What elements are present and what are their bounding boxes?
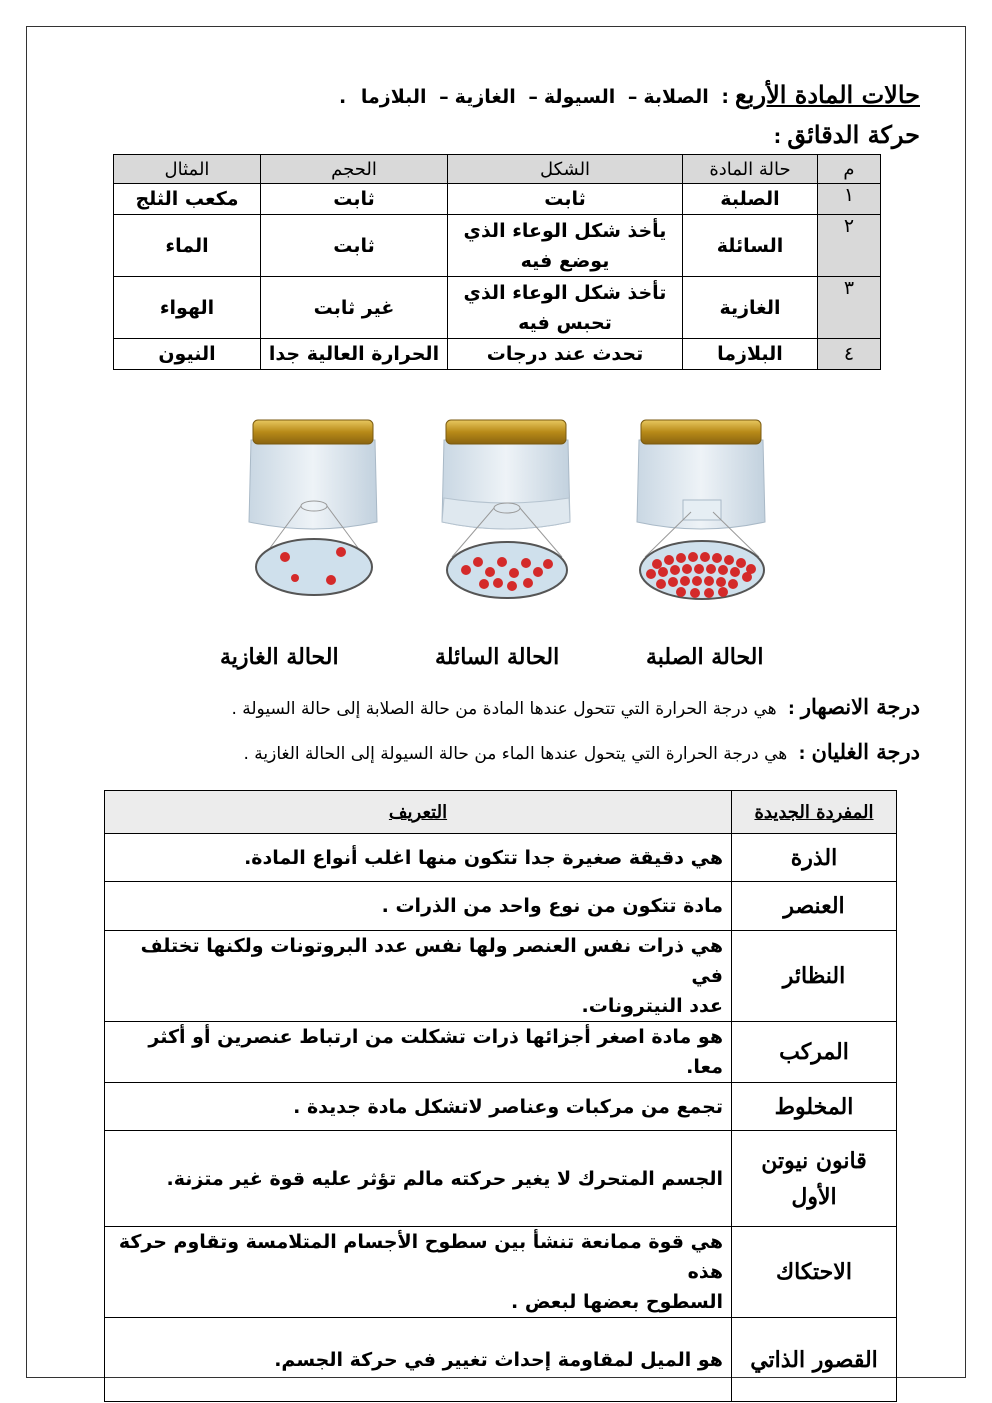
gas-state-label: الحالة الغازية: [220, 644, 339, 670]
row-number: ٣: [818, 277, 881, 339]
term-line: قانون نيوتن: [761, 1147, 867, 1174]
definition-line: عدد النيترونات.: [581, 995, 723, 1017]
table-row: [105, 1131, 897, 1227]
table-row: [114, 215, 881, 277]
state-item: البلازما: [360, 86, 427, 108]
liquid-jar-image: [436, 412, 576, 602]
table-row: [114, 184, 881, 215]
volume-cell: ثابت: [261, 215, 448, 277]
state-item: السيولة: [543, 86, 616, 108]
subtitle-line: حركة الدقائق:: [773, 120, 920, 149]
example-cell: النيون: [114, 339, 261, 370]
state-cell: السائلة: [683, 215, 818, 277]
vocab-term: العنصر: [732, 882, 897, 931]
example-cell: مكعب الثلج: [114, 184, 261, 215]
col-header: المفردة الجديدة: [732, 791, 897, 834]
end-mark: .: [339, 86, 347, 108]
vocab-term: المركب: [732, 1022, 897, 1083]
col-header: م: [818, 155, 881, 184]
volume-cell: غير ثابت: [261, 277, 448, 339]
row-number: ٢: [818, 215, 881, 277]
section-title: حالات المادة الأربع: [735, 80, 920, 109]
vocab-definition: الجسم المتحرك لا يغير حركته مالم تؤثر عليه قوة غير متزنة.: [105, 1131, 732, 1227]
solid-state-label: الحالة الصلبة: [646, 644, 764, 670]
example-cell: الماء: [114, 215, 261, 277]
vocab-definition: مادة تتكون من نوع واحد من الذرات .: [105, 882, 732, 931]
shape-cell: [448, 277, 683, 339]
definition-line: هي قوة ممانعة تنشأ بين سطوح الأجسام المتلامسة وتقاوم حركة هذه: [118, 1231, 723, 1283]
state-item: الصلابة: [643, 86, 709, 108]
table-row: [105, 1227, 897, 1318]
state-cell: الغازية: [683, 277, 818, 339]
vocab-term: الذرة: [732, 834, 897, 882]
col-header: التعريف: [105, 791, 732, 834]
shape-line: يوضع فيه: [520, 249, 610, 272]
states-table: [113, 154, 881, 370]
table-row: [105, 882, 897, 931]
col-header: الحجم: [261, 155, 448, 184]
vocab-definition: [105, 1227, 732, 1318]
definition-line: السطوح بعضها لبعض .: [511, 1291, 723, 1313]
vocab-definition: تجمع من مركبات وعناصر لاتشكل مادة جديدة .: [105, 1083, 732, 1131]
state-cell: الصلبة: [683, 184, 818, 215]
vocab-term: الاحتكاك: [732, 1227, 897, 1318]
definition-line: هي ذرات نفس العنصر ولها نفس عدد البروتونات ولكنها تختلف في: [140, 935, 723, 987]
vocab-definition: هي دقيقة صغيرة جدا تتكون منها اغلب أنواع المادة.: [105, 834, 732, 882]
shape-cell: ثابت: [448, 184, 683, 215]
subtitle: حركة الدقائق: [787, 120, 920, 149]
volume-cell: ثابت: [261, 184, 448, 215]
shape-cell: تحدث عند درجات: [448, 339, 683, 370]
state-cell: البلازما: [683, 339, 818, 370]
row-number: ١: [818, 184, 881, 215]
gas-jar-image: [243, 412, 383, 602]
table-row: [105, 834, 897, 882]
vocab-term: النظائر: [732, 931, 897, 1022]
col-header: الشكل: [448, 155, 683, 184]
col-header: المثال: [114, 155, 261, 184]
table-row: [114, 339, 881, 370]
jars-illustration: [0, 412, 992, 612]
shape-line: يأخذ شكل الوعاء الذي: [463, 219, 667, 242]
shape-line: تحبس فيه: [518, 311, 612, 334]
melting-point-definition: درجة الانصهار: هي درجة الحرارة التي تتحول عندها المادة من حالة الصلابة إلى حالة السيولة .: [231, 694, 920, 719]
vocab-table: [104, 790, 897, 1402]
table-row: [105, 1022, 897, 1083]
shape-cell: [448, 215, 683, 277]
state-item: الغازية: [454, 86, 516, 108]
table-row: [105, 1318, 897, 1402]
table-header-row: [105, 791, 897, 834]
vocab-definition: هو الميل لمقاومة إحداث تغيير في حركة الجسم.: [105, 1318, 732, 1402]
volume-cell: الحرارة العالية جدا: [261, 339, 448, 370]
col-header: حالة المادة: [683, 155, 818, 184]
liquid-state-label: الحالة السائلة: [435, 644, 560, 670]
boiling-point-text: هي درجة الحرارة التي يتحول عندها الماء من حالة السيولة إلى الحالة الغازية .: [243, 744, 788, 764]
vocab-definition: هو مادة اصغر أجزائها ذرات تشكلت من ارتباط عنصرين أو أكثر معا.: [105, 1022, 732, 1083]
vocab-term: [732, 1131, 897, 1227]
table-row: [105, 931, 897, 1022]
vocab-term: القصور الذاتي: [732, 1318, 897, 1402]
shape-line: تأخذ شكل الوعاء الذي: [463, 281, 667, 304]
boiling-point-term: درجة الغليان: [811, 739, 920, 764]
boiling-point-definition: درجة الغليان: هي درجة الحرارة التي يتحول عندها الماء من حالة السيولة إلى الحالة الغازية .: [243, 739, 920, 764]
row-number: ٤: [818, 339, 881, 370]
solid-jar-image: [631, 412, 771, 602]
table-row: [114, 277, 881, 339]
table-row: [105, 1083, 897, 1131]
melting-point-term: درجة الانصهار: [800, 694, 920, 719]
vocab-term: المخلوط: [732, 1083, 897, 1131]
title-line: حالات المادة الأربع: الصلابة– السيولة– الغازية– البلازما .: [339, 80, 920, 109]
term-line: الأول: [791, 1183, 837, 1210]
vocab-definition: [105, 931, 732, 1022]
table-header-row: [114, 155, 881, 184]
example-cell: الهواء: [114, 277, 261, 339]
melting-point-text: هي درجة الحرارة التي تتحول عندها المادة من حالة الصلابة إلى حالة السيولة .: [231, 699, 777, 719]
